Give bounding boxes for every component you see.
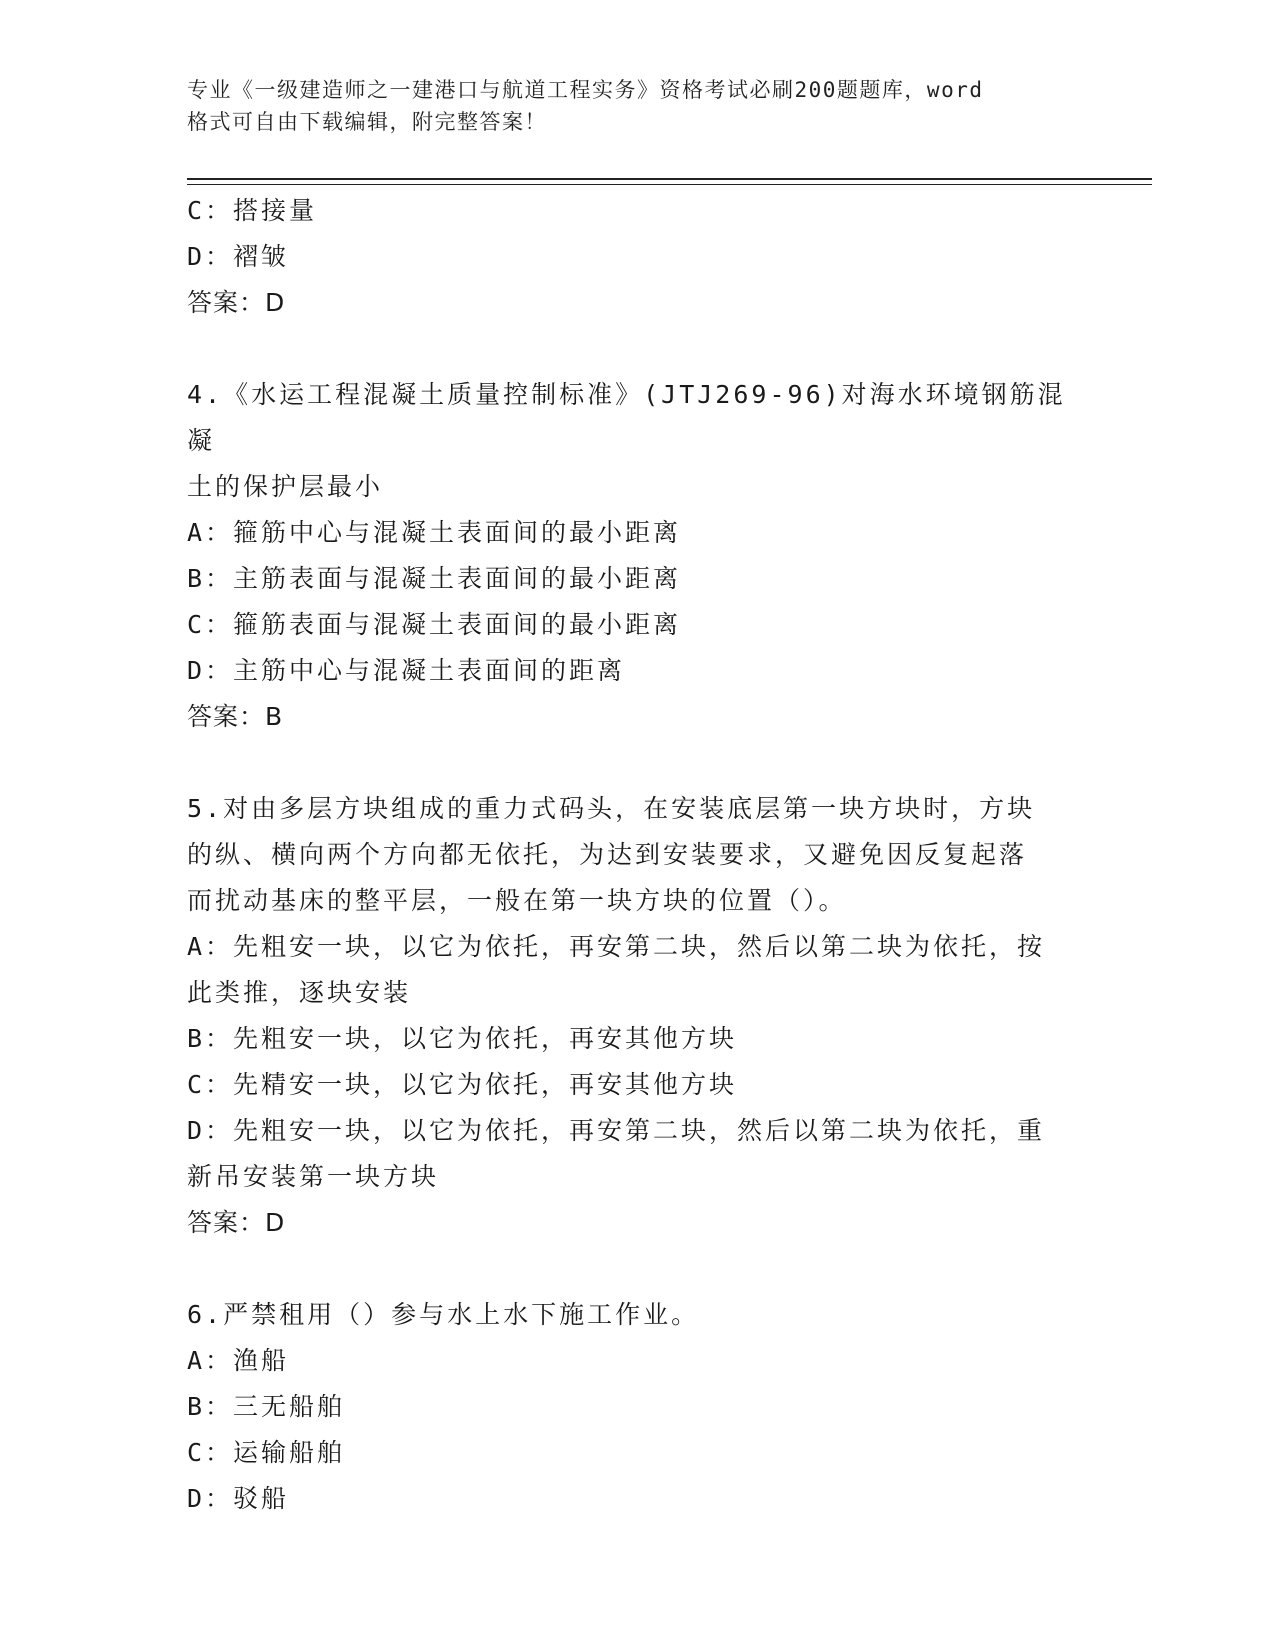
answer-label: 答案：B [187, 702, 284, 731]
header-title-line-2: 格式可自由下载编辑，附完整答案！ [187, 110, 547, 134]
question-4 [187, 372, 1087, 740]
question-5 [187, 786, 1087, 1246]
spacer [187, 326, 1087, 372]
question-stem: 而扰动基床的整平层，一般在第一块方块的位置（）。 [187, 886, 847, 915]
option-c: C：先精安一块，以它为依托，再安其他方块 [187, 1070, 738, 1099]
question-stem: 5.对由多层方块组成的重力式码头，在安装底层第一块方块时，方块 [187, 794, 1036, 823]
option-d: D：先粗安一块，以它为依托，再安第二块，然后以第二块为依托，重 [187, 1116, 1046, 1145]
option-b: B：先粗安一块，以它为依托，再安其他方块 [187, 1024, 738, 1053]
spacer [187, 740, 1087, 786]
header-divider-thick [187, 178, 1152, 180]
option-a: A：先粗安一块，以它为依托，再安第二块，然后以第二块为依托，按 [187, 932, 1046, 961]
answer-label: 答案：D [187, 288, 286, 317]
header-title-line-1: 专业《一级建造师之一建港口与航道工程实务》资格考试必刷200题题库，word [187, 78, 984, 102]
option-d: D：褶皱 [187, 242, 290, 271]
question-stem: 的纵、横向两个方向都无依托，为达到安装要求，又避免因反复起落 [187, 840, 1028, 869]
question-stem: 6.严禁租用（）参与水上水下施工作业。 [187, 1300, 700, 1329]
option-b: B：三无船舶 [187, 1392, 346, 1421]
option-c: C：运输船舶 [187, 1438, 346, 1467]
question-stem: 土的保护层最小 [187, 472, 384, 501]
option-d: D：主筋中心与混凝土表面间的距离 [187, 656, 626, 685]
option-d: D：驳船 [187, 1484, 290, 1513]
option-a: A：渔船 [187, 1346, 290, 1375]
question-6 [187, 1292, 1087, 1522]
option-a: A：箍筋中心与混凝土表面间的最小距离 [187, 518, 682, 547]
question-stem: 4.《水运工程混凝土质量控制标准》(JTJ269-96)对海水环境钢筋混凝 [187, 380, 1066, 455]
option-c: C：搭接量 [187, 196, 318, 225]
answer-label: 答案：D [187, 1208, 286, 1237]
document-header [187, 74, 1067, 138]
option-c: C：箍筋表面与混凝土表面间的最小距离 [187, 610, 682, 639]
question-3-tail [187, 188, 1087, 326]
option-a: 此类推，逐块安装 [187, 978, 412, 1007]
option-d: 新吊安装第一块方块 [187, 1162, 440, 1191]
spacer [187, 1246, 1087, 1292]
document-body [187, 188, 1087, 1522]
option-b: B：主筋表面与混凝土表面间的最小距离 [187, 564, 682, 593]
header-divider-thin [187, 184, 1152, 185]
